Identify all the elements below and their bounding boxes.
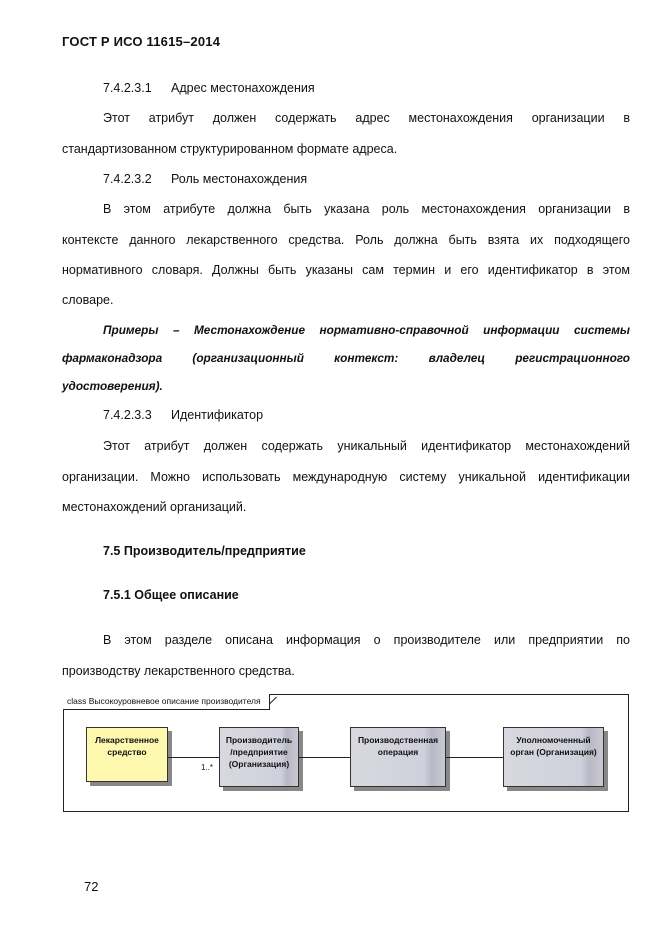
paragraph-line: Этот атрибут должен содержать адрес местонахождения организации в	[103, 111, 630, 125]
paragraph-line: Этот атрибут должен содержать уникальный идентификатор местонахождений	[103, 439, 630, 453]
subsection-title: Идентификатор	[171, 408, 264, 422]
multiplicity-label: 1..*	[201, 763, 214, 772]
subsection-7-4-2-3-1	[103, 73, 315, 103]
page-number: 72	[84, 879, 99, 894]
association-line	[446, 757, 503, 758]
class-manufacturing-operation	[350, 727, 446, 787]
document-header: ГОСТ Р ИСО 11615–2014	[62, 34, 221, 49]
subsection-title: Роль местонахождения	[171, 172, 308, 186]
class-name-line: Уполномоченный	[516, 735, 591, 745]
paragraph-line: словаре.	[62, 293, 114, 307]
class-name-line: (Организация)	[228, 759, 290, 769]
class-manufacturer	[219, 727, 299, 787]
class-name-line: Лекарственное	[95, 735, 159, 745]
class-name-line: орган (Организация)	[510, 747, 597, 757]
class-name-line: Производитель	[225, 735, 293, 745]
class-name-line: /предприятие	[230, 747, 288, 757]
paragraph-line: организации. Можно использовать международную систему уникальной идентификации	[62, 470, 630, 484]
paragraph-line: местонахождений организаций.	[62, 500, 247, 514]
example-line: Примеры – Местонахождение нормативно-справочной информации системы	[103, 323, 630, 337]
subsection-number: 7.4.2.3.3	[103, 408, 152, 422]
class-name-line: средство	[107, 747, 147, 757]
subsection-title: Адрес местонахождения	[171, 81, 315, 95]
subsection-number: 7.4.2.3.1	[103, 81, 152, 95]
subsection-number: 7.4.2.3.2	[103, 172, 152, 186]
paragraph-line: нормативного словаря. Должны быть указаны сам термин и его идентификатор в этом	[62, 263, 630, 277]
example-line: фармаконадзора (организационный контекст: владелец регистрационного	[62, 351, 630, 365]
class-name-line: операция	[377, 747, 419, 757]
paragraph-line: В этом разделе описана информация о производителе или предприятии по	[103, 633, 630, 647]
class-medicinal-product	[86, 727, 168, 782]
paragraph-line: стандартизованном структурированном формате адреса.	[62, 142, 398, 156]
section-heading: 7.5 Производитель/предприятие	[103, 544, 306, 558]
example-line: удостоверения).	[62, 379, 163, 393]
diagram-label: class Высокоуровневое описание производителя	[63, 694, 270, 710]
subsection-7-4-2-3-2	[103, 164, 307, 194]
class-regulatory-authority	[503, 727, 604, 787]
paragraph-line: контексте данного лекарственного средства. Роль должна быть взята их подходящего	[62, 233, 630, 247]
subsection-7-4-2-3-3	[103, 400, 263, 430]
paragraph-line: производству лекарственного средства.	[62, 664, 295, 678]
subsection-heading: 7.5.1 Общее описание	[103, 588, 239, 602]
association-line	[168, 757, 219, 758]
association-line	[299, 757, 350, 758]
class-name-line: Производственная	[357, 735, 439, 745]
paragraph-line: В этом атрибуте должна быть указана роль местонахождения организации в	[103, 202, 630, 216]
